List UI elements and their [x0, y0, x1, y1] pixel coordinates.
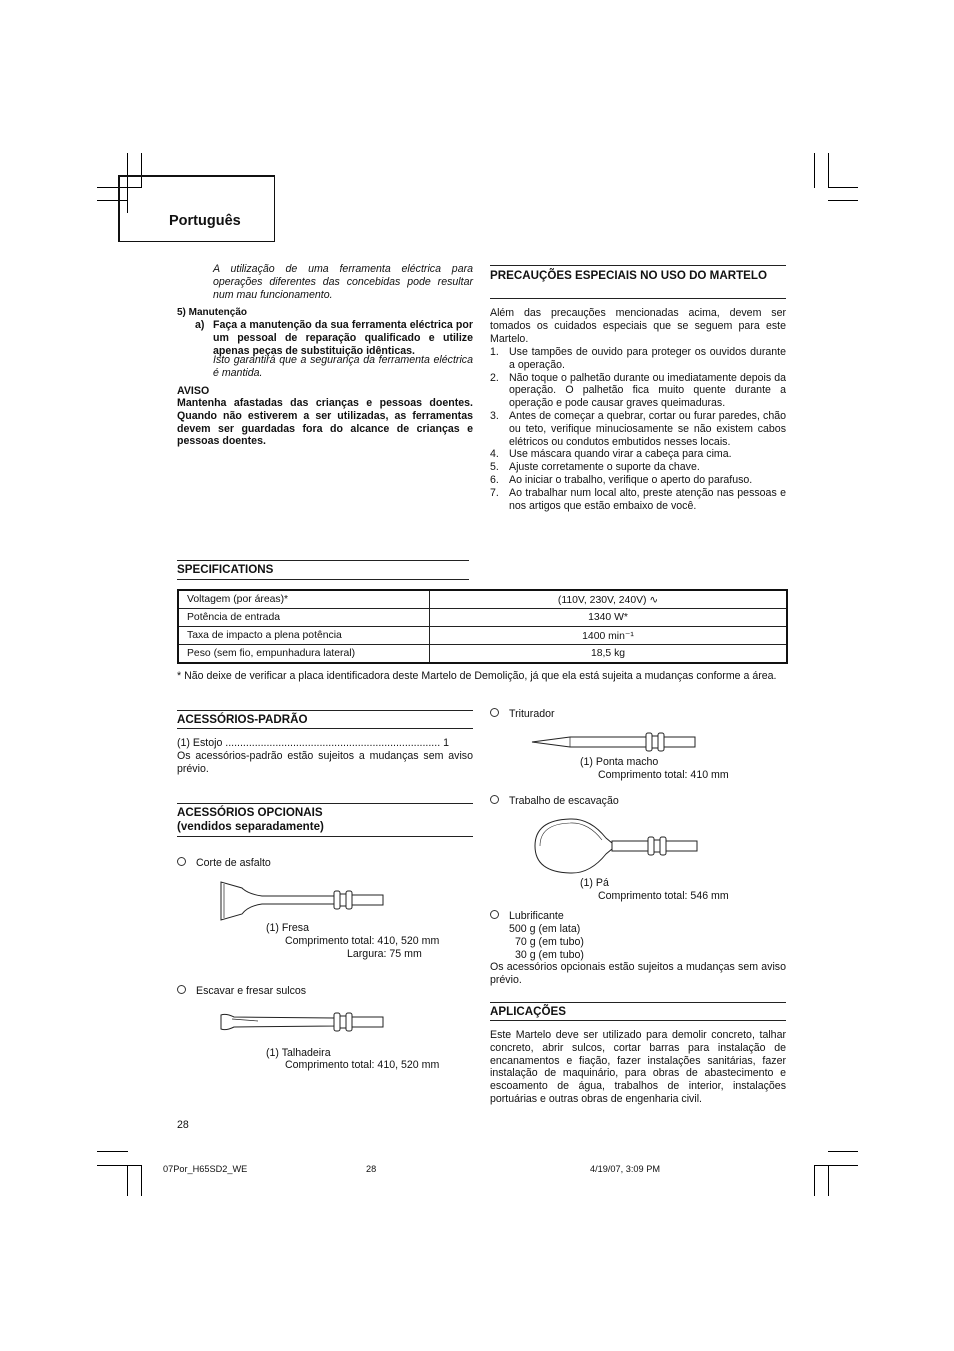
standard-accessories-note: Os acessórios-padrão estão sujeitos a mudanças sem aviso prévio. — [177, 750, 473, 775]
circle-bullet-icon — [177, 857, 186, 866]
precautions-title: PRECAUÇÕES ESPECIAIS NO USO DO MARTELO — [490, 269, 767, 282]
crop-mark — [814, 1165, 815, 1196]
misuse-warning: A utilização de uma ferramenta eléctrica para operações diferentes das concebidas pode resultar num mau funcionamento. — [213, 263, 473, 301]
crop-mark — [828, 200, 858, 201]
rule — [490, 298, 786, 299]
applications-title: APLICAÇÕES — [490, 1005, 567, 1018]
table-row — [178, 627, 787, 645]
rule — [490, 1002, 786, 1003]
rule — [490, 265, 786, 266]
crop-mark — [828, 153, 829, 188]
section-5-title: 5) Manutenção — [177, 307, 248, 318]
precautions-list — [490, 346, 786, 512]
rule — [177, 710, 473, 711]
pa-illustration — [530, 816, 702, 876]
table-row — [178, 590, 787, 609]
spec-label: Taxa de impacto a plena potência — [178, 627, 430, 645]
crop-mark — [828, 187, 858, 188]
spec-label: Peso (sem fio, empunhadura lateral) — [178, 645, 430, 664]
precaution-item: 3. Antes de começar a quebrar, cortar ou furar paredes, chão ou teto, verifique minuciosamente se não existem cabos elétricos ou condutos embutidos nesses locais. — [490, 409, 786, 448]
item-a-label: a) — [195, 319, 205, 331]
crop-mark — [141, 1165, 142, 1196]
footer-date: 4/19/07, 3:09 PM — [590, 1164, 660, 1174]
ponta-macho-illustration — [530, 729, 700, 755]
crop-mark — [814, 153, 815, 188]
fresa-length: Comprimento total: 410, 520 mm — [285, 935, 440, 947]
circle-bullet-icon — [490, 910, 499, 919]
lubrificante-label: Lubrificante — [490, 910, 564, 923]
fresa-width: Largura: 75 mm — [347, 948, 422, 960]
fresa-item: (1) Fresa — [266, 922, 309, 934]
specifications-table — [177, 589, 788, 664]
precautions-intro: Além das precauções mencionadas acima, devem ser tomados os cuidados especiais que se seguem para este Martelo. — [490, 307, 786, 345]
aviso-title: AVISO — [177, 385, 210, 397]
rule — [177, 803, 473, 804]
rule — [177, 728, 473, 729]
page-number: 28 — [177, 1119, 189, 1131]
fresa-illustration — [218, 880, 388, 924]
talhadeira-item: (1) Talhadeira — [266, 1047, 331, 1059]
talhadeira-illustration — [218, 1009, 388, 1035]
rule — [490, 1020, 786, 1021]
standard-accessories-line: (1) Estojo ......................................................................... 1 — [177, 737, 449, 749]
circle-bullet-icon — [490, 708, 499, 717]
spec-value: (110V, 230V, 240V) ∿ — [430, 590, 788, 609]
crop-mark — [828, 1151, 858, 1152]
crop-mark — [97, 1151, 128, 1152]
escavacao-label: Trabalho de escavação — [490, 795, 619, 808]
precaution-item: 7. Ao trabalhar num local alto, preste atenção nas pessoas e nos artigos que estão embaixo de você. — [490, 486, 786, 512]
lubrificante-line: 500 g (em lata) — [509, 923, 581, 935]
crop-mark — [814, 1165, 858, 1166]
standard-accessories-title: ACESSÓRIOS-PADRÃO — [177, 713, 308, 726]
lubrificante-line: 30 g (em tubo) — [515, 949, 584, 961]
ponta-macho-length: Comprimento total: 410 mm — [598, 769, 729, 781]
pa-item: (1) Pá — [580, 877, 609, 889]
specifications-note: * Não deixe de verificar a placa identificadora deste Martelo de Demolição, já que ela está sujeita a mudanças conforme a área. — [177, 670, 777, 682]
item-a-note: Isto garantirá que a segurança da ferramenta eléctrica é mantida. — [213, 354, 473, 379]
rule — [177, 836, 473, 837]
spec-value: 1400 min⁻¹ — [430, 627, 788, 645]
pa-length: Comprimento total: 546 mm — [598, 890, 729, 902]
table-row — [178, 609, 787, 627]
precaution-item: 5. Ajuste corretamente o suporte da chave. — [490, 461, 700, 474]
precaution-item: 4. Use máscara quando virar a cabeça para cima. — [490, 448, 732, 461]
rule — [177, 579, 469, 580]
precaution-item: 2. Não toque o palhetão durante ou imediatamente depois da operação. O palhetão fica muito quente durante a operação e pode causar graves queimaduras. — [490, 371, 786, 410]
crop-mark — [127, 1165, 128, 1196]
footer-file: 07Por_H65SD2_WE — [163, 1164, 248, 1174]
crop-mark — [828, 1165, 829, 1196]
precaution-item: 6. Ao iniciar o trabalho, verifique o aperto do parafuso. — [490, 473, 753, 486]
triturador-label: Triturador — [490, 708, 555, 721]
specifications-title: SPECIFICATIONS — [177, 563, 274, 576]
precaution-item: 1. Use tampões de ouvido para proteger os ouvidos durante a operação. — [490, 346, 786, 371]
optional-accessories-title: ACESSÓRIOS OPCIONAIS — [177, 806, 323, 819]
spec-value: 1340 W* — [430, 609, 788, 627]
sulcos-label: Escavar e fresar sulcos — [177, 985, 306, 998]
spec-value: 18,5 kg — [430, 645, 788, 664]
crop-mark — [97, 1165, 141, 1166]
table-row — [178, 645, 787, 664]
rule — [177, 560, 469, 561]
asfalto-label: Corte de asfalto — [177, 857, 271, 870]
optional-accessories-subtitle: (vendidos separadamente) — [177, 820, 324, 833]
language-header-box — [118, 175, 275, 242]
ponta-macho-item: (1) Ponta macho — [580, 756, 659, 768]
language-title: Português — [169, 213, 241, 229]
aviso-text: Mantenha afastadas das crianças e pessoas doentes. Quando não estiverem a ser utilizadas, as ferramentas devem ser guardadas fora do alcance de crianças e pessoas doentes. — [177, 397, 473, 448]
applications-text: Este Martelo deve ser utilizado para demolir concreto, talhar concreto, abrir sulcos, cortar barras para instalação de encanamentos e fiação, fazer instalações sanitárias, fazer instalação de maquinário, para obras de abastecimento e escoamento de água, trabalhos de interior, instalações portuárias e outras obras de engenharia civil. — [490, 1029, 786, 1105]
spec-label: Voltagem (por áreas)* — [178, 590, 430, 609]
talhadeira-length: Comprimento total: 410, 520 mm — [285, 1059, 440, 1071]
spec-label: Potência de entrada — [178, 609, 430, 627]
optional-accessories-note: Os acessórios opcionais estão sujeitos a mudanças sem aviso prévio. — [490, 961, 786, 986]
lubrificante-line: 70 g (em tubo) — [515, 936, 584, 948]
circle-bullet-icon — [490, 795, 499, 804]
item-a-text: Faça a manutenção da sua ferramenta eléctrica por um pessoal de reparação qualificado e utilize apenas peças de substituição idênticas. — [213, 319, 473, 357]
footer-page: 28 — [366, 1164, 377, 1174]
circle-bullet-icon — [177, 985, 186, 994]
